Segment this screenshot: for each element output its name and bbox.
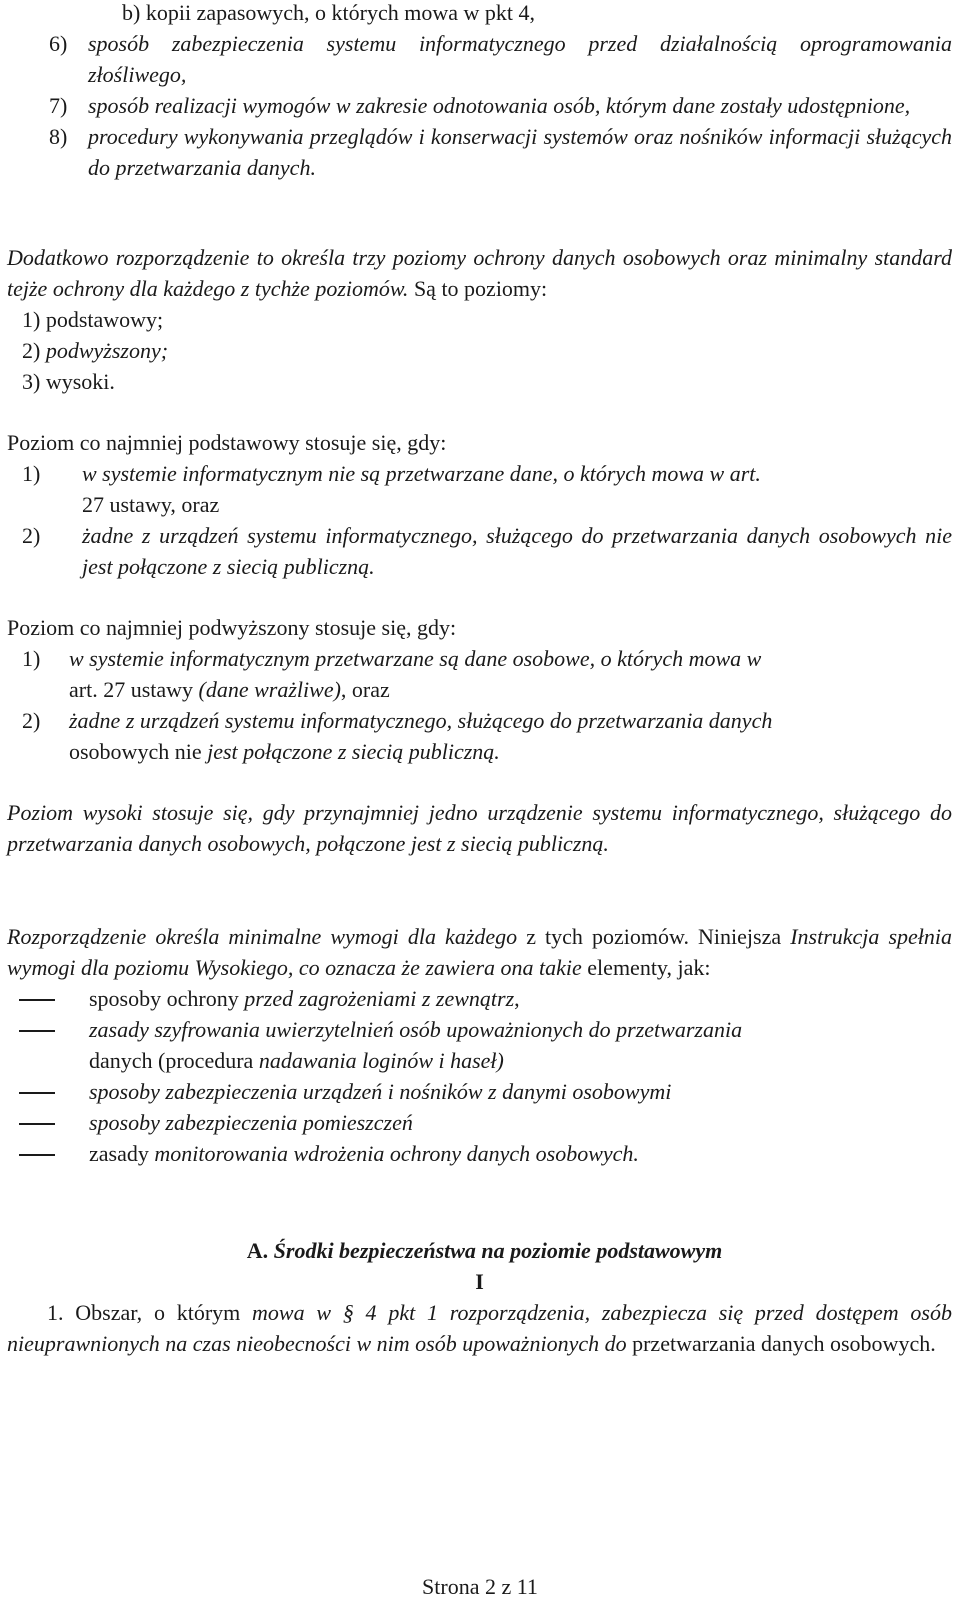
bullet-text: danych (procedura xyxy=(89,1048,259,1073)
item-text: żadne z urządzeń systemu informatycznego, służącego do przetwarzania danych xyxy=(69,708,773,733)
section-title: Środki bezpieczeństwa na poziomie podstawowym xyxy=(273,1238,723,1263)
basic-level xyxy=(7,427,952,582)
cont-italic: jest połączone z siecią publiczną. xyxy=(207,739,500,764)
elevated-item-1-cont xyxy=(7,674,952,705)
item-number: 2) xyxy=(22,708,41,733)
level-item-2 xyxy=(7,335,952,366)
elevated-item-2-cont xyxy=(7,736,952,767)
bullet-item-2 xyxy=(7,1014,952,1076)
item-number: 1) xyxy=(22,646,41,671)
bullet-text-italic: zasady szyfrowania uwierzytelnień osób upoważnionych do przetwarzania xyxy=(89,1017,743,1042)
list-top xyxy=(7,0,952,183)
req-text-a: Rozporządzenie określa minimalne wymogi dla każdego xyxy=(7,924,518,949)
bullet-text: zasady xyxy=(89,1141,155,1166)
high-level-paragraph: Poziom wysoki stosuje się, gdy przynajmniej jedno urządzenie systemu informatycznego, służącego do przetwarzania danych osobowych, połączone jest z siecią publiczną. xyxy=(7,800,952,856)
bullet-text: sposoby zabezpieczenia pomieszczeń xyxy=(89,1110,413,1135)
cont-text: osobowych nie xyxy=(69,739,208,764)
item-number: 7) xyxy=(49,93,68,118)
bullet-item-4 xyxy=(7,1107,952,1138)
req-text-d: elementy, jak: xyxy=(581,955,711,980)
basic-item-1-cont: 27 ustawy, oraz xyxy=(82,492,220,517)
list-item-b: b) kopii zapasowych, o których mowa w pkt 4, xyxy=(122,0,536,25)
item-number: 1) xyxy=(22,461,41,486)
cont-end: , oraz xyxy=(340,677,390,702)
bullet-text-italic: przed zagrożeniami z zewnątrz xyxy=(244,986,515,1011)
section-a xyxy=(7,1235,952,1359)
item-text: w systemie informatycznym przetwarzane są dane osobowe, o których mowa w xyxy=(69,646,762,671)
bullet-item-1 xyxy=(7,983,952,1014)
section-heading xyxy=(7,1235,952,1266)
levels-intro xyxy=(7,242,952,397)
req-text-c: Instrukcja spełnia wymogi dla poziomu Wysokiego, co oznacza że zawiera ona takie xyxy=(7,924,953,980)
req-text-b: z tych poziomów. Niniejsza xyxy=(517,924,791,949)
section-letter: A. xyxy=(246,1238,274,1263)
page-footer: Strona 2 z 11 xyxy=(422,1574,538,1599)
para-text-b: mowa w § 4 pkt 1 rozporządzenia, zabezpiecza się przed dostępem osób nieuprawnionych na czas nieobecności w nim osób upoważnionych do xyxy=(7,1300,952,1356)
item-number: 6) xyxy=(49,31,68,56)
list-item-8 xyxy=(7,121,952,183)
item-number: 2) xyxy=(22,338,46,363)
basic-item-2 xyxy=(7,520,952,582)
intro-paragraph xyxy=(7,242,952,304)
item-text: sposób realizacji wymogów w zakresie odnotowania osób, którym dane zostały udostępnione, xyxy=(88,93,911,118)
bullet-item-5 xyxy=(7,1138,952,1169)
item-text: sposób zabezpieczenia systemu informatycznego przed działalnością oprogramowania złośliwego, xyxy=(88,31,952,87)
bullet-text-italic-b: nadawania loginów i haseł) xyxy=(258,1048,504,1073)
bullet-text-cont xyxy=(89,1045,952,1076)
elevated-item-1 xyxy=(7,643,952,674)
item-text: żadne z urządzeń systemu informatycznego, służącego do przetwarzania danych osobowych nie jest połączone z siecią publiczną. xyxy=(82,523,952,579)
basic-item-1 xyxy=(7,458,952,489)
section-paragraph-1 xyxy=(7,1297,952,1359)
elevated-item-2 xyxy=(7,705,952,736)
bullet-text: sposoby ochrony xyxy=(89,986,245,1011)
para-text-a: 1. Obszar, o którym xyxy=(47,1300,253,1325)
intro-text-b: Są to poziomy: xyxy=(408,276,548,301)
level-item-3: 3) wysoki. xyxy=(22,369,115,394)
list-item-7 xyxy=(7,90,952,121)
item-number: 2) xyxy=(22,523,41,548)
bullet-text: sposoby zabezpieczenia urządzeń i nośników z danymi osobowymi xyxy=(89,1079,672,1104)
item-number: 8) xyxy=(49,124,68,149)
item-text: w systemie informatycznym nie są przetwarzane dane, o których mowa w art. xyxy=(82,461,761,486)
item-text: podwyższony; xyxy=(45,338,169,363)
item-text: procedury wykonywania przeglądów i konserwacji systemów oraz nośników informacji służących do przetwarzania danych. xyxy=(88,124,952,180)
cont-italic: (dane wrażliwe) xyxy=(198,677,341,702)
requirements xyxy=(7,921,952,1169)
intro-text: Dodatkowo rozporządzenie to określa trzy poziomy ochrony danych osobowych oraz minimalny standard tejże ochrony dla każdego z tychże poziomów. xyxy=(7,245,952,301)
level-item-1: 1) podstawowy; xyxy=(22,307,164,332)
elevated-heading: Poziom co najmniej podwyższony stosuje się, gdy: xyxy=(7,615,457,640)
list-item-6 xyxy=(7,28,952,90)
para-text-c: przetwarzania danych osobowych. xyxy=(626,1331,936,1356)
cont-text: art. 27 ustawy xyxy=(69,677,199,702)
bullet-item-3 xyxy=(7,1076,952,1107)
basic-heading: Poziom co najmniej podstawowy stosuje się, gdy: xyxy=(7,430,447,455)
section-roman-numeral: I xyxy=(475,1269,484,1294)
bullet-text-italic: monitorowania wdrożenia ochrony danych osobowych. xyxy=(154,1141,639,1166)
elevated-level xyxy=(7,612,952,767)
requirements-paragraph xyxy=(7,921,952,983)
bullet-text-end: , xyxy=(514,986,520,1011)
